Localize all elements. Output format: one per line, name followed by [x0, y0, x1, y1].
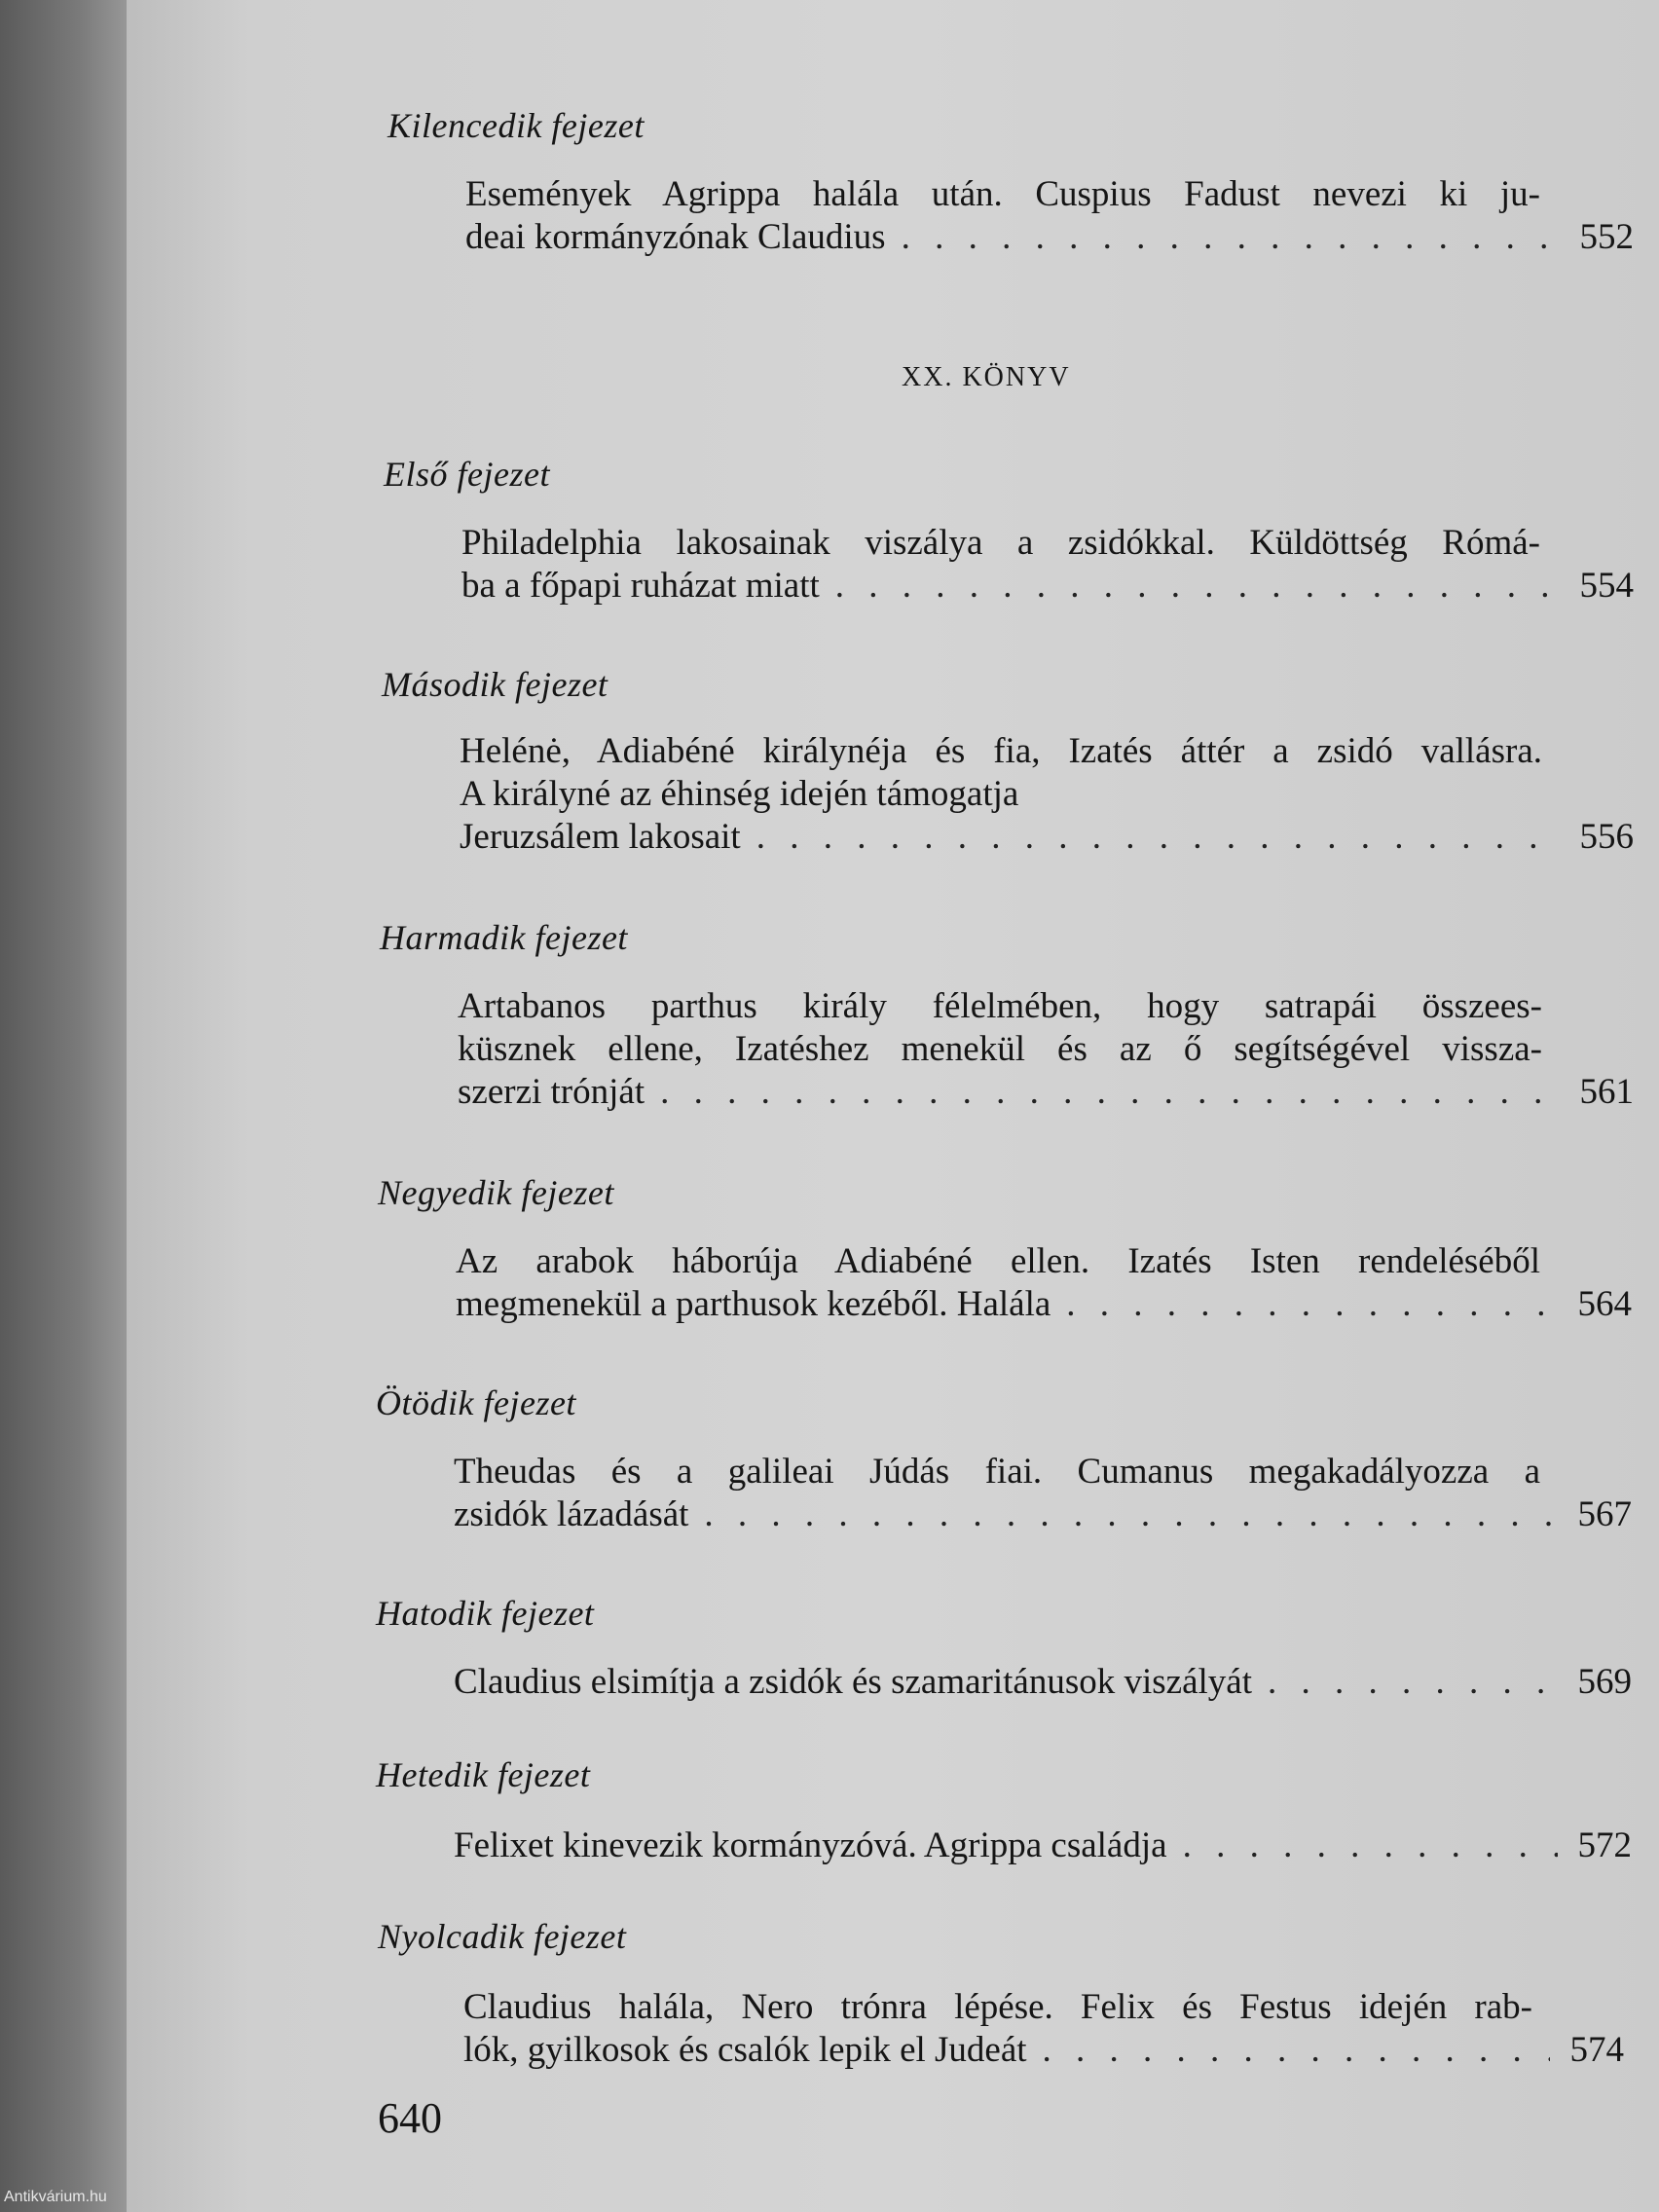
page-number: 554 — [1579, 566, 1634, 606]
book-heading: XX. KÖNYV — [902, 362, 1071, 392]
toc-entry — [456, 1240, 1632, 1326]
toc-entry — [463, 1986, 1624, 2072]
toc-entry-text: deai kormányzónak Claudius — [465, 217, 886, 257]
leader-dots — [756, 816, 1560, 859]
toc-entry — [465, 173, 1634, 259]
toc-entry-line: Helénė, Adiabéné királynéja és fia, Izatés áttér a zsidó vallásra. — [460, 731, 1542, 771]
toc-entry — [454, 1661, 1632, 1704]
toc-entry — [460, 730, 1634, 859]
toc-entry-line: Claudius halála, Nero trónra lépése. Felix és Festus idején rab- — [463, 1987, 1532, 2027]
toc-entry-last-line — [454, 1825, 1632, 1867]
leader-dots — [1043, 2029, 1550, 2072]
toc-entry-line: küsznek ellene, Izatéshez menekül és az ő segítségével vissza- — [458, 1029, 1542, 1069]
page-number: 574 — [1569, 2030, 1624, 2070]
watermark-text: Antikvárium.hu — [4, 2189, 107, 2205]
leader-dots — [660, 1071, 1560, 1114]
toc-entry-line: Az arabok háborúja Adiabéné ellen. Izatés Isten rendeléséből — [456, 1241, 1540, 1281]
toc-entry — [454, 1451, 1632, 1536]
chapter-title: Hatodik fejezet — [376, 1594, 595, 1633]
chapter-title: Negyedik fejezet — [378, 1173, 614, 1212]
book-page — [127, 0, 1659, 2212]
toc-entry-text: zsidók lázadását — [454, 1494, 689, 1534]
toc-entry — [454, 1825, 1632, 1867]
toc-entry-text: Felixet kinevezik kormányzóvá. Agrippa családja — [454, 1825, 1167, 1865]
leader-dots — [835, 565, 1560, 608]
toc-entry-line: Artabanos parthus király félelmében, hogy satrapái összees- — [458, 986, 1542, 1026]
toc-entry-text: Claudius elsimítja a zsidók és szamaritánusok viszályát — [454, 1662, 1252, 1702]
chapter-title: Második fejezet — [382, 665, 608, 704]
folio-page-number: 640 — [378, 2094, 442, 2142]
chapter-title: Nyolcadik fejezet — [378, 1917, 627, 1956]
toc-entry-last-line — [458, 1071, 1634, 1114]
toc-entry-last-line — [461, 565, 1634, 608]
toc-entry-line: Események Agrippa halála után. Cuspius Fadust nevezi ki ju- — [465, 174, 1540, 214]
toc-entry-last-line — [454, 1661, 1632, 1704]
toc-entry-text: Jeruzsálem lakosait — [460, 817, 741, 857]
page-number: 567 — [1577, 1494, 1632, 1534]
toc-entry-line: Philadelphia lakosainak viszálya a zsidókkal. Küldöttség Rómá- — [461, 523, 1540, 563]
chapter-title: Kilencedik fejezet — [387, 106, 645, 145]
toc-entry-text: megmenekül a parthusok kezéből. Halála — [456, 1284, 1051, 1324]
leader-dots — [704, 1493, 1558, 1536]
toc-entry-last-line — [465, 216, 1634, 259]
page-number: 552 — [1579, 217, 1634, 257]
leader-dots — [1183, 1825, 1558, 1867]
toc-entry-text: ba a főpapi ruházat miatt — [461, 566, 820, 606]
toc-entry — [461, 522, 1634, 608]
page-number: 564 — [1577, 1284, 1632, 1324]
toc-entry-text: lók, gyilkosok és csalók lepik el Judeát — [463, 2030, 1027, 2070]
toc-entry-last-line — [460, 816, 1634, 859]
leader-dots — [1066, 1283, 1558, 1326]
chapter-title: Első fejezet — [384, 455, 550, 494]
toc-entry-last-line — [456, 1283, 1632, 1326]
chapter-title: Ötödik fejezet — [376, 1383, 576, 1422]
toc-entry-text: szerzi trónját — [458, 1072, 645, 1112]
leader-dots — [902, 216, 1560, 259]
chapter-title: Harmadik fejezet — [380, 918, 628, 957]
toc-entry — [458, 985, 1634, 1114]
page-number: 561 — [1579, 1072, 1634, 1112]
page-number: 569 — [1577, 1662, 1632, 1702]
page-number: 556 — [1579, 817, 1634, 857]
toc-entry-last-line — [463, 2029, 1624, 2072]
toc-entry-line: Theudas és a galileai Júdás fiai. Cumanus megakadályozza a — [454, 1452, 1540, 1492]
chapter-title: Hetedik fejezet — [376, 1755, 591, 1794]
page-number: 572 — [1577, 1825, 1632, 1865]
toc-entry-line: A királyné az éhinség idején támogatja — [460, 774, 1019, 814]
book-spine-shadow — [0, 0, 131, 2212]
leader-dots — [1268, 1661, 1558, 1704]
toc-entry-last-line — [454, 1493, 1632, 1536]
